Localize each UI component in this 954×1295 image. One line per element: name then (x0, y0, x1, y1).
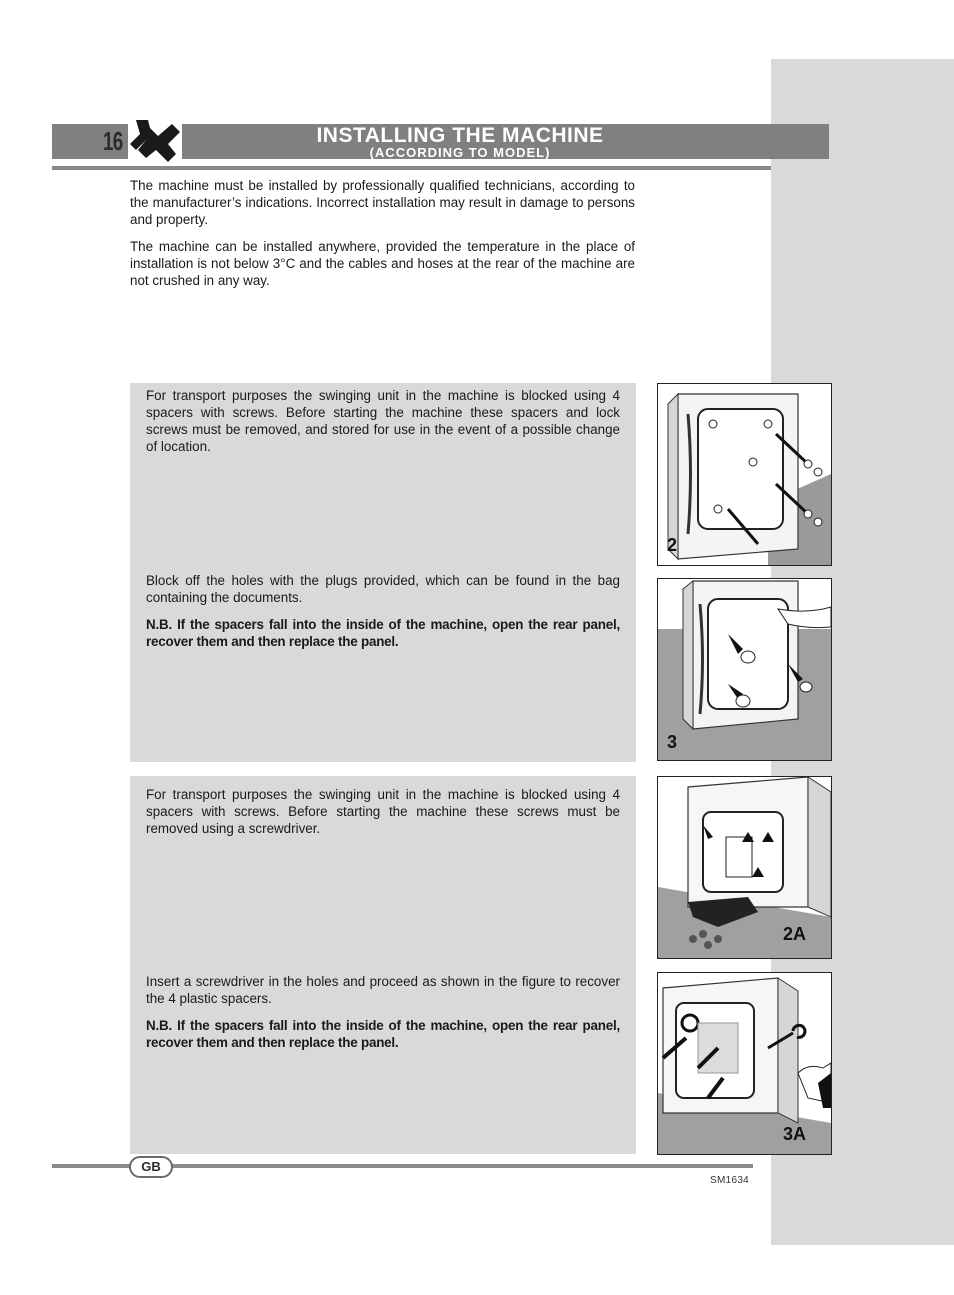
figure-3-illustration (658, 579, 831, 760)
figure-3a (657, 972, 832, 1155)
intro-paragraph-1: The machine must be installed by professionally qualified technicians, according to the manufacturer’s indications. Incorrect installation may result in damage to persons and property. (130, 178, 635, 227)
wrench-icon (128, 114, 182, 166)
figure-2-label: 2 (667, 535, 678, 555)
figure-2a-label: 2A (783, 924, 807, 944)
section-2-paragraph-2: Insert a screwdriver in the holes and proceed as shown in the figure to recover the 4 plastic spacers. (146, 974, 620, 1006)
section-1-note: N.B. If the spacers fall into the inside of the machine, open the rear panel, recover them and then replace the panel. (146, 617, 620, 649)
figure-3a-label: 3A (783, 1124, 807, 1144)
page-number: 16 (103, 126, 123, 156)
section-1-paragraph-1: For transport purposes the swinging unit in the machine is blocked using 4 spacers with screws. Before starting the machine these spacers and lock screws must be removed, and stored for use in the event of a possible change of location. (146, 388, 620, 454)
section-2-note: N.B. If the spacers fall into the inside of the machine, open the rear panel, recover them and then replace the panel. (146, 1018, 620, 1050)
figure-3 (657, 578, 832, 761)
section-2-paragraph-1: For transport purposes the swinging unit in the machine is blocked using 4 spacers with screws. Before starting the machine these screws must be removed using a screwdriver. (146, 787, 620, 836)
section-1-paragraph-2: Block off the holes with the plugs provided, which can be found in the bag containing the documents. (146, 573, 620, 605)
language-badge: GB (129, 1156, 173, 1178)
page-title: INSTALLING THE MACHINE (316, 124, 604, 147)
intro-paragraph-2: The machine can be installed anywhere, provided the temperature in the place of installation is not below 3°C and the cables and hoses at the rear of the machine are not crushed in any way. (130, 239, 635, 288)
page-subtitle: (ACCORDING TO MODEL) (369, 145, 551, 160)
figure-2a (657, 776, 832, 959)
section-1-panel (130, 383, 636, 762)
document-code: SM1634 (710, 1175, 750, 1186)
section-2-panel (130, 776, 636, 1154)
figure-2-illustration (658, 384, 831, 565)
header-rule (52, 166, 771, 170)
figure-2 (657, 383, 832, 566)
figure-3-label: 3 (667, 732, 678, 752)
